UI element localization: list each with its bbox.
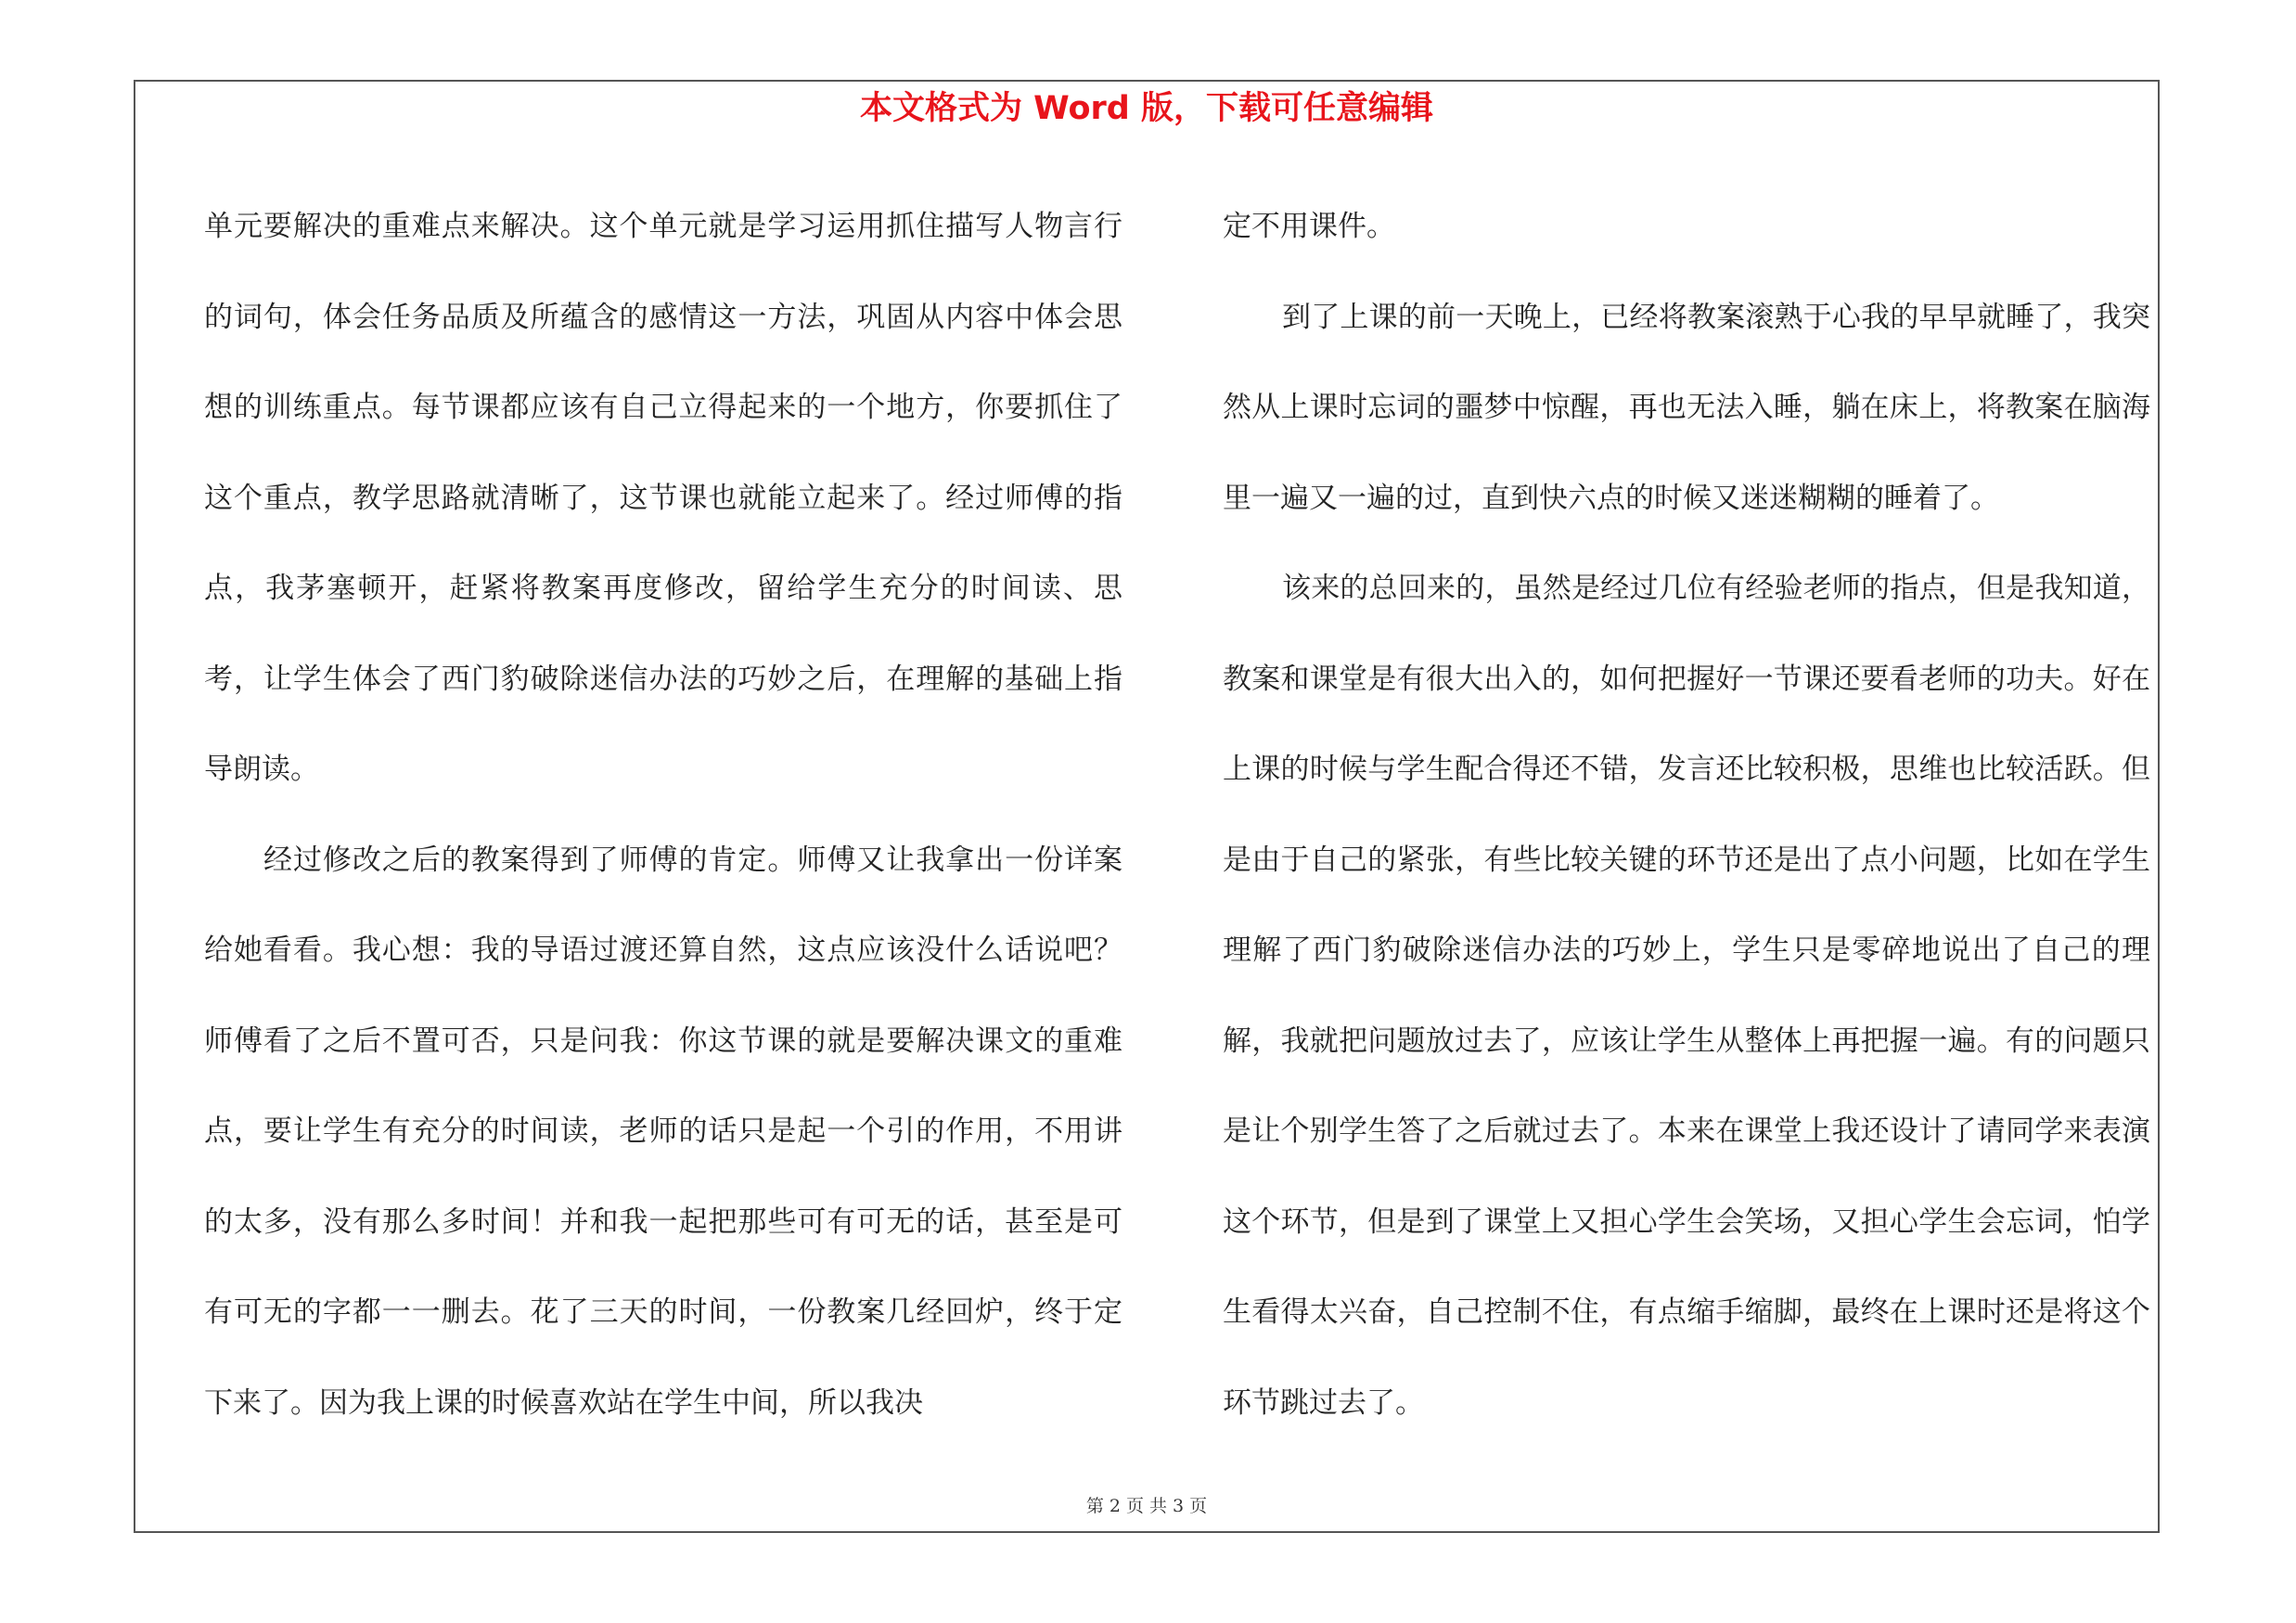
right-column xyxy=(1223,182,2150,1449)
left-paragraph-2: 经过修改之后的教案得到了师傅的肯定。师傅又让我拿出一份详案给她看看。我心想：我的导语过渡还算自然，这点应该没什么话说吧？师傅看了之后不置可否，只是问我：你这节课的就是要解决课文的重难点，要让学生有充分的时间读，老师的话只是起一个引的作用，不用讲的太多，没有那么多时间！并和我一起把那些可有可无的话，甚至是可有可无的字都一一删去。花了三天的时间，一份教案几经回炉，终于定下来了。因为我上课的时候喜欢站在学生中间，所以我决 xyxy=(204,843,1122,1420)
right-paragraph-1: 定不用课件。 xyxy=(1223,210,1395,243)
page-footer: 第 2 页 共 3 页 xyxy=(1085,1496,1208,1516)
header-banner: 本文格式为 Word 版，下载可任意编辑 xyxy=(859,90,1434,127)
left-column xyxy=(204,182,1122,1449)
left-paragraph-1: 单元要解决的重难点来解决。这个单元就是学习运用抓住描写人物言行的词句，体会任务品质及所蕴含的感情这一方法，巩固从内容中体会思想的训练重点。每节课都应该有自己立得起来的一个地方，你要抓住了这个重点，教学思路就清晰了，这节课也就能立起来了。经过师傅的指点，我茅塞顿开，赶紧将教案再度修改，留给学生充分的时间读、思考，让学生体会了西门豹破除迷信办法的巧妙之后，在理解的基础上指导朗读。 xyxy=(204,210,1122,786)
right-paragraph-2: 到了上课的前一天晚上，已经将教案滚熟于心我的早早就睡了，我突然从上课时忘词的噩梦中惊醒，再也无法入睡，躺在床上，将教案在脑海里一遍又一遍的过，直到快六点的时候又迷迷糊糊的睡着了。 xyxy=(1223,300,2150,515)
right-paragraph-3: 该来的总回来的，虽然是经过几位有经验老师的指点，但是我知道，教案和课堂是有很大出入的，如何把握好一节课还要看老师的功夫。好在上课的时候与学生配合得还不错，发言还比较积极，思维也比较活跃。但是由于自己的紧张，有些比较关键的环节还是出了点小问题，比如在学生理解了西门豹破除迷信办法的巧妙上，学生只是零碎地说出了自己的理解，我就把问题放过去了，应该让学生从整体上再把握一遍。有的问题只是让个别学生答了之后就过去了。本来在课堂上我还设计了请同学来表演这个环节，但是到了课堂上又担心学生会笑场，又担心学生会忘词，怕学生看得太兴奋，自己控制不住，有点缩手缩脚，最终在上课时还是将这个环节跳过去了。 xyxy=(1223,572,2150,1420)
